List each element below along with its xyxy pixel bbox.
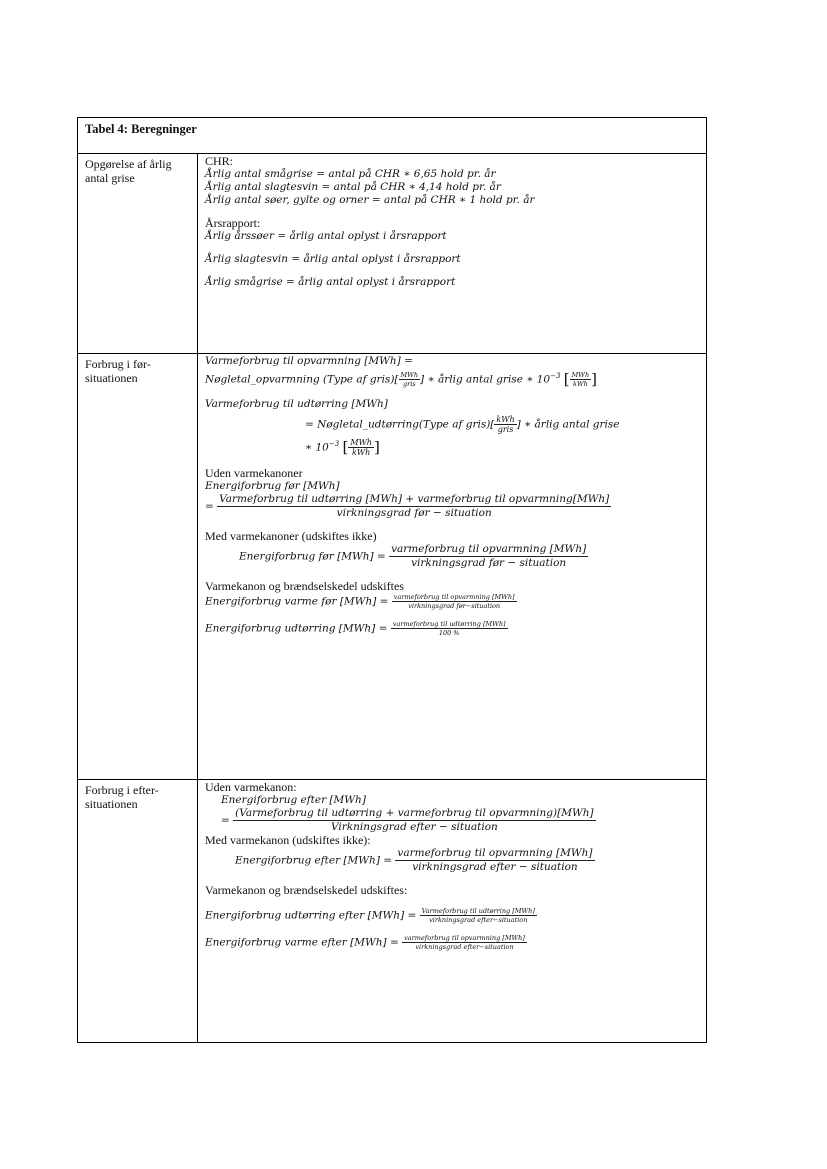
without-heaters-formula: = Varmeforbrug til udtørring [MWh] + varmeforbrug til opvarmning[MWh] virkningsgrad før − situation xyxy=(205,493,610,519)
table-title: Tabel 4: Beregninger xyxy=(85,122,197,136)
annual-report-formula-sows: Årlig årssøer = årlig antal oplyst i årsrapport xyxy=(205,230,447,242)
heater-boiler-replaced-heading: Varmekanon og brændselskedel udskiftes xyxy=(205,579,404,593)
annual-report-heading: Årsrapport: xyxy=(205,216,261,230)
row-label-after: Forbrug i efter-situationen xyxy=(85,783,159,811)
table-row-before-situation xyxy=(78,354,706,780)
chr-formula-sows: Årlig antal søer, gylte og orner = antal på CHR ∗ 1 hold pr. år xyxy=(205,194,535,206)
drying-consumption-line1: Varmeforbrug til udtørring [MWh] xyxy=(205,398,388,410)
without-heater-formula: = (Varmeforbrug til udtørring + varmeforbrug til opvarmning)[MWh] Virkningsgrad efter − situation xyxy=(221,807,594,833)
chr-heading: CHR: xyxy=(205,154,234,168)
heater-boiler-replaced-after-heading: Varmekanon og brændselskedel udskiftes: xyxy=(205,883,408,897)
without-heaters-lhs: Energiforbrug før [MWh] xyxy=(205,480,340,492)
drying-energy-after-formula: Energiforbrug udtørring efter [MWh] = $\frac{\text{Varmeforbrug til udtørring [MWh]}}{\text{virkningsgrad efter−situation}}$ xyxy=(205,907,535,924)
row-content-pig-count xyxy=(205,155,698,289)
heating-energy-after-formula: Energiforbrug varme efter [MWh] = $\frac{\text{varmeforbrug til opvarmning [MWh]}}{\text{virkningsgrad efter−situation}}$ xyxy=(205,934,525,951)
table-row-after-situation xyxy=(78,780,706,1042)
row-label-pig-count: Opgørelse af årlig antal grise xyxy=(85,157,172,185)
chr-formula-piglets: Årlig antal smågrise = antal på CHR ∗ 6,65 hold pr. år xyxy=(205,168,496,180)
table-row-pig-count xyxy=(78,154,706,354)
with-heaters-formula: Energiforbrug før [MWh] = $\frac{\text{varmeforbrug til opvarmning [MWh]}}{\text{virkningsgrad før − situation}}$ xyxy=(239,543,587,569)
with-heater-heading: Med varmekanon (udskiftes ikke): xyxy=(205,833,371,847)
without-heater-heading: Uden varmekanon: xyxy=(205,780,297,794)
chr-formula-finishers: Årlig antal slagtesvin = antal på CHR ∗ 4,14 hold pr. år xyxy=(205,181,501,193)
annual-report-formula-piglets: Årlig smågrise = årlig antal oplyst i årsrapport xyxy=(205,276,456,288)
without-heaters-heading: Uden varmekanoner xyxy=(205,466,303,480)
row-label-before: Forbrug i før-situationen xyxy=(85,357,151,385)
with-heater-formula: Energiforbrug efter [MWh] = $\frac{\text{varmeforbrug til opvarmning [MWh]}}{\text{virkningsgrad efter − situation}}$ xyxy=(235,847,593,873)
table-title-row xyxy=(78,118,706,154)
drying-consumption-line3: ∗ $10^{-3}$ [ $\frac{\text{MWh}}{\text{kWh}}$ ] xyxy=(305,438,380,457)
without-heater-lhs: Energiforbrug efter [MWh] xyxy=(221,794,366,806)
heating-energy-before-formula: Energiforbrug varme før [MWh] = $\frac{\text{varmeforbrug til opvarmning [MWh]}}{\text{virkningsgrad før−situation}}$ xyxy=(205,593,515,610)
row-content-after xyxy=(205,781,698,951)
drying-consumption-line2: = Nøgletal_udtørring(Type af gris)[ $\frac{\text{kWh}}{\text{gris}}$ ] ∗ årlig antal grise xyxy=(305,415,620,434)
with-heaters-heading: Med varmekanoner (udskiftes ikke) xyxy=(205,529,377,543)
heating-consumption-line1: Varmeforbrug til opvarmning [MWh] = xyxy=(205,355,413,367)
calculations-table xyxy=(77,117,707,1043)
annual-report-formula-finishers: Årlig slagtesvin = årlig antal oplyst i årsrapport xyxy=(205,253,461,265)
row-content-before xyxy=(205,355,698,637)
drying-energy-before-formula: Energiforbrug udtørring [MWh] = $\frac{\text{varmeforbrug til udtørring [MWh]}}{100 \%}$ xyxy=(205,620,506,637)
heating-consumption-line2: Nøgletal_opvarmning (Type af gris)[ $\frac{\text{MWh}}{\text{gris}}$ ] ∗ årlig antal grise ∗ $10^{-3}$ [ $\frac{\text{MWh}}{\text{kWh}}$ ] xyxy=(205,370,598,388)
